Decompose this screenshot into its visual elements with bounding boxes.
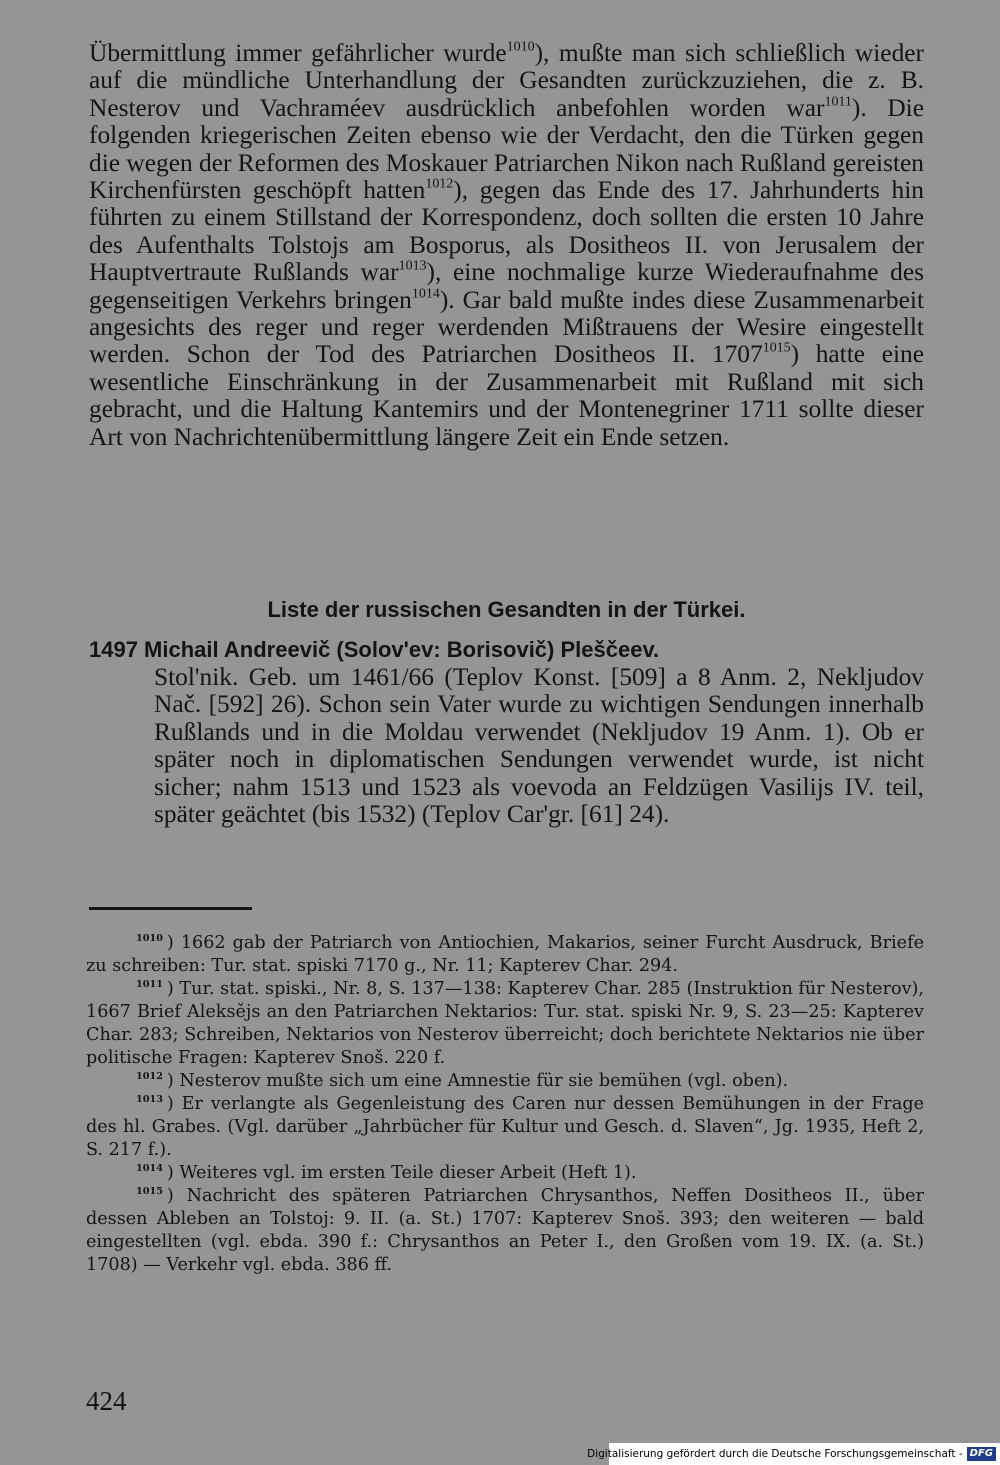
footnote-text: ) Tur. stat. spiski., Nr. 8, S. 137—138: Kapterev Char. 285 (Instruktion für Nesterov), 1667 Brief Aleksějs an den Patriarchen Nektarios: Tur. stat. spiski Nr. 9, S. 23—25: Kapterev Char. 283; Schreiben, Nektarios von Nesterov überreicht; doch berichtete Nektarios nie über politische Fragen: Kapterev Snoš. 220 f.: [86, 979, 924, 1068]
digitization-credit: [587, 1443, 1000, 1465]
credit-text: Digitalisierung gefördert durch die Deutsche Forschungsgemeinschaft -: [587, 1448, 963, 1460]
footnote-number: 1011: [136, 978, 163, 990]
footnote-ref: 1015: [762, 341, 791, 356]
text-segment: ), mußte man sich schließlich wieder auf die mündliche Unterhandlung der Gesandten zurückzuziehen, die z. B. Nesterov und Vachraméev ausdrücklich anbefohlen worden war: [89, 39, 924, 122]
text-segment: ). Die folgenden kriegerischen Zeiten ebenso wie der Verdacht, den die Türken gegen die wegen der Reformen des Moskauer Patriarchen Nikon nach Rußland gereisten Kirchenfürsten geschöpft hatten: [89, 93, 924, 205]
page-number: 424: [86, 1386, 127, 1416]
footnote-number: 1014: [136, 1162, 163, 1174]
footnote-separator: [89, 907, 252, 910]
entry-heading: 1497 Michail Andreevič (Solov'ev: Borisovič) Pleščeev.: [89, 637, 660, 662]
footnote-text: ) Nachricht des späteren Patriarchen Chrysanthos, Neffen Dositheos II., über dessen Ableben an Tolstoj: 9. II. (a. St.) 1707: Kapterev Snoš. 393; den weiteren — bald eingestellten (vgl. ebda. 390 f.: Chrysanthos an Peter I., den Großen vom 19. IX. (a. St.) 1708) — Verkehr vgl. ebda. 386 ff.: [86, 1186, 924, 1275]
text-segment: Übermittlung immer gefährlicher wurde: [89, 39, 507, 67]
text-segment: ), eine nochmalige kurze Wiederaufnahme des gegenseitigen Verkehrs bringen: [89, 258, 925, 314]
footnote: [86, 978, 924, 1070]
entry-text: Stol'nik. Geb. um 1461/66 (Teplov Konst. [509] a 8 Anm. 2, Nekljudov Nač. [592] 26). Schon sein Vater wurde zu wichtigen Sendungen innerhalb Rußlands und in die Moldau verwendet (Nekljudov 19 Anm. 1). Ob er später noch in diplomatischen Sendungen verwendet wurde, ist nicht sicher; nahm 1513 und 1523 als voevoda an Feldzügen Vasilijs IV. teil, später geächtet (bis 1532) (Teplov Car'gr. [61] 24).: [154, 663, 924, 829]
dfg-logo: DFG: [967, 1447, 996, 1461]
footnote-ref: 1012: [425, 176, 454, 192]
main-paragraph: [89, 40, 924, 451]
footnote-ref: 1014: [411, 286, 440, 302]
footnote-number: 1013: [136, 1093, 163, 1105]
footnote-number: 1015: [136, 1185, 163, 1197]
footnote-number: 1012: [136, 1070, 163, 1082]
footnote: [86, 1162, 924, 1185]
footnote-text: ) Er verlangte als Gegenleistung des Caren nur dessen Bemühungen in der Frage des hl. Grabes. (Vgl. darüber „Jahrbücher für Kultur und Gesch. d. Slaven“, Jg. 1935, Heft 2, S. 217 f.).: [86, 1094, 924, 1160]
section-heading: Liste der russischen Gesandten in der Türkei.: [267, 597, 746, 622]
text-segment: ). Gar bald mußte indes diese Zusammenarbeit angesichts des reger und reger werdenden Mißtrauens der Wesire eingestellt werden. Schon der Tod des Patriarchen Dositheos II. 1707: [89, 285, 925, 369]
footnote-text: ) Nesterov mußte sich um eine Amnestie für sie bemühen (vgl. oben).: [166, 1071, 789, 1091]
footnote-text: ) 1662 gab der Patriarch von Antiochien, Makarios, seiner Furcht Ausdruck, Briefe zu schreiben: Tur. stat. spiski 7170 g., Nr. 11; Kapterev Char. 294.: [86, 933, 924, 976]
footnote-text: ) Weiteres vgl. im ersten Teile dieser Arbeit (Heft 1).: [166, 1163, 637, 1183]
footnote-ref: 1010: [506, 39, 535, 55]
text-segment: ), gegen das Ende des 17. Jahrhunderts hin führten zu einem Stillstand der Korrespondenz, doch sollten die ersten 10 Jahre des Aufenthalts Tolstojs am Bosporus, als Dositheos II. von Jerusalem der Hauptvertraute Rußlands war: [89, 176, 924, 287]
footnote: [86, 1070, 924, 1093]
footnote: [86, 1093, 924, 1162]
footnotes: [86, 932, 924, 1277]
footnote: [86, 1185, 924, 1277]
footnote: [86, 932, 924, 978]
footnote-number: 1010: [136, 932, 163, 944]
text-segment: ) hatte eine wesentliche Einschränkung in der Zusammenarbeit mit Rußland mit sich gebracht, und die Haltung Kantemirs und der Montenegriner 1711 sollte dieser Art von Nachrichtenübermittlung längere Zeit ein Ende setzen.: [89, 340, 924, 451]
footnote-ref: 1013: [398, 258, 427, 274]
footnote-ref: 1011: [824, 94, 852, 110]
